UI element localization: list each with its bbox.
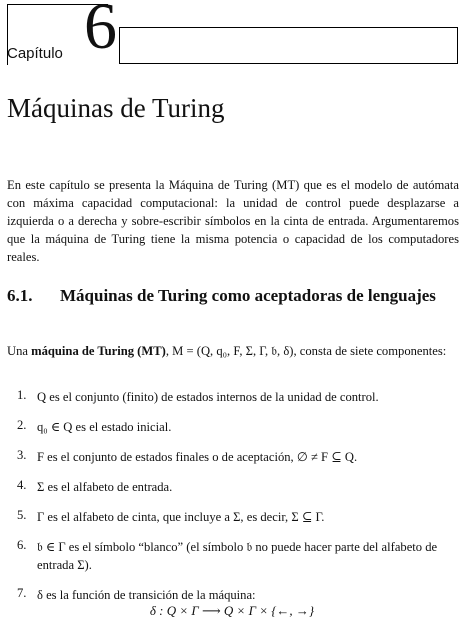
list-item-text: q₀ ∈ Q es el estado inicial. bbox=[37, 420, 172, 434]
list-item-number: 7. bbox=[17, 586, 27, 600]
definition-term: máquina de Turing (MT) bbox=[31, 344, 166, 358]
list-item-text: F es el conjunto de estados finales o de aceptación, ∅ ≠ F ⊆ Q. bbox=[37, 450, 358, 464]
list-item-text: δ es la función de transición de la máquina: bbox=[37, 588, 256, 602]
definition-rest: , M = (Q, q₀, F, Σ, Γ, 𝔟, δ), consta de siete componentes: bbox=[165, 344, 447, 358]
list-item-number: 2. bbox=[17, 418, 27, 432]
list-item-text: 𝔟 ∈ Γ es el símbolo “blanco” (el símbolo 𝔟 no puede hacer parte del alfabeto de entrada Σ). bbox=[37, 540, 438, 572]
list-item-text: Σ es el alfabeto de entrada. bbox=[37, 480, 173, 494]
chapter-frame-right bbox=[119, 27, 458, 64]
transition-function-formula: δ : Q × Γ ⟶ Q × Γ × {←, →} bbox=[149, 603, 315, 618]
list-item-number: 3. bbox=[17, 448, 27, 462]
list-item-number: 4. bbox=[17, 478, 27, 492]
intro-paragraph: En este capítulo se presenta la Máquina de Turing (MT) que es el modelo de autómata con máxima capacidad computacional: la unidad de control puede desplazarse a izquierda o a derecha y sobre-escribir símbolos en la cinta de entrada. Argumentaremos que la máquina de Turing tiene la misma potencia o capacidad de los computadores reales. bbox=[7, 178, 459, 264]
list-item-text: Γ es el alfabeto de cinta, que incluye a Σ, es decir, Σ ⊆ Γ. bbox=[37, 510, 325, 524]
chapter-number: 6 bbox=[84, 0, 117, 63]
list-item-number: 1. bbox=[17, 388, 27, 402]
list-item-text: Q es el conjunto (finito) de estados internos de la unidad de control. bbox=[37, 390, 379, 404]
definition-lead: Una bbox=[7, 344, 32, 358]
chapter-label: Capítulo bbox=[7, 45, 63, 62]
section-number: 6.1. bbox=[7, 286, 33, 305]
chapter-title: Máquinas de Turing bbox=[7, 93, 225, 123]
section-title: Máquinas de Turing como aceptadoras de lenguajes bbox=[60, 286, 436, 305]
list-item-number: 5. bbox=[17, 508, 27, 522]
list-item-number: 6. bbox=[17, 538, 27, 552]
definition-paragraph bbox=[7, 342, 459, 360]
